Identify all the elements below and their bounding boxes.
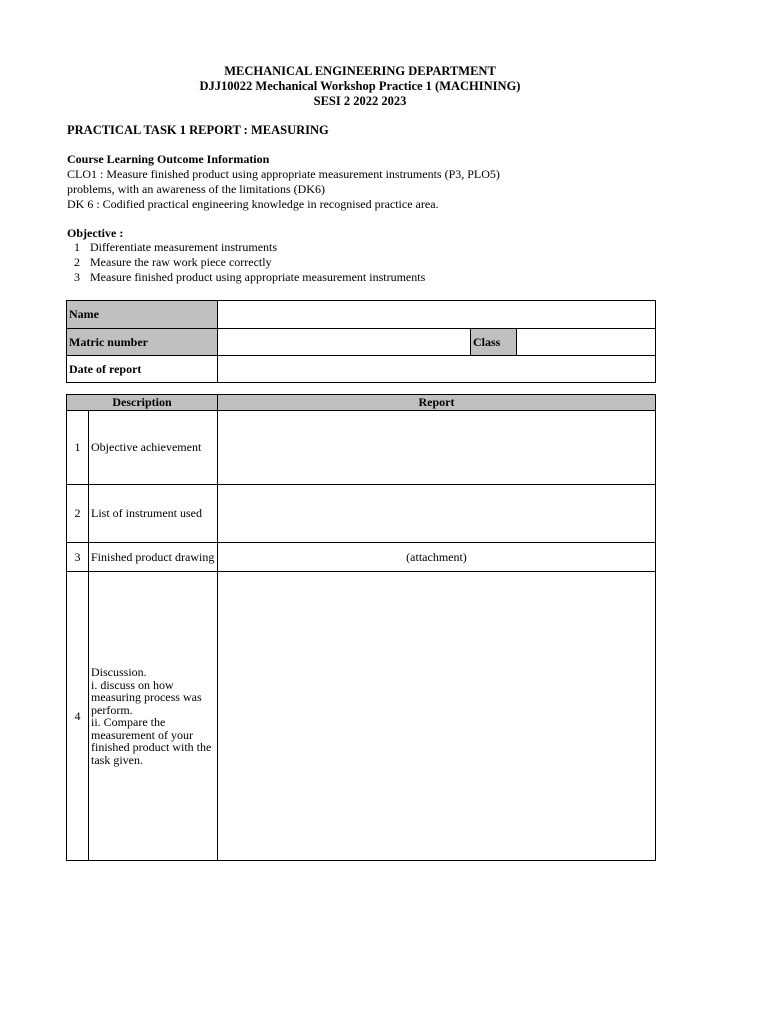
table-row	[67, 485, 656, 543]
objective-number: 3	[74, 270, 80, 284]
class-field[interactable]	[517, 329, 656, 356]
objective-item: Differentiate measurement instruments	[90, 240, 278, 254]
date-field[interactable]	[218, 356, 656, 383]
table-row	[67, 572, 656, 861]
discussion-line: Discussion.	[91, 665, 147, 679]
row-number: 3	[67, 543, 89, 572]
department-title: MECHANICAL ENGINEERING DEPARTMENT	[224, 64, 496, 78]
attachment-note[interactable]: (attachment)	[218, 543, 656, 572]
table-row	[67, 356, 656, 383]
report-cell[interactable]	[218, 485, 656, 543]
table-row	[67, 301, 656, 329]
description-header: Description	[67, 395, 218, 411]
discussion-description	[89, 572, 218, 861]
objective-number: 1	[74, 240, 80, 254]
row-number: 4	[67, 572, 89, 861]
session-title: SESI 2 2022 2023	[313, 94, 407, 108]
matric-field[interactable]	[218, 329, 471, 356]
discussion-line: ii. Compare the	[91, 715, 166, 729]
objective-item: Measure the raw work piece correctly	[90, 255, 272, 269]
table-row	[67, 411, 656, 485]
objective-number: 2	[74, 255, 80, 269]
discussion-line: measuring process was	[91, 690, 202, 704]
discussion-line: task given.	[91, 752, 143, 767]
date-label: Date of report	[67, 356, 218, 383]
clo-line-3: DK 6 : Codified practical engineering knowledge in recognised practice area.	[67, 197, 439, 211]
discussion-line: measurement of your	[91, 727, 193, 742]
report-cell[interactable]	[218, 572, 656, 861]
clo-line-1: CLO1 : Measure finished product using appropriate measurement instruments (P3, PLO5)	[67, 167, 500, 181]
table-header-row	[67, 395, 656, 411]
objective-heading: Objective :	[67, 226, 124, 240]
class-label: Class	[471, 329, 517, 356]
name-field[interactable]	[218, 301, 656, 329]
report-header: Report	[218, 395, 656, 411]
row-number: 2	[67, 485, 89, 543]
clo-line-2: problems, with an awareness of the limitations (DK6)	[67, 182, 325, 196]
discussion-line: i. discuss on how	[91, 677, 174, 692]
table-row	[67, 329, 656, 356]
task-title: PRACTICAL TASK 1 REPORT : MEASURING	[67, 123, 329, 137]
row-description: List of instrument used	[89, 485, 218, 543]
row-description: Finished product drawing	[89, 543, 218, 572]
matric-label: Matric number	[67, 329, 218, 356]
discussion-line: perform.	[91, 702, 133, 717]
discussion-line: finished product with the	[91, 740, 212, 754]
course-title: DJJ10022 Mechanical Workshop Practice 1 (MACHINING)	[199, 79, 521, 93]
report-table	[66, 394, 656, 861]
table-row	[67, 543, 656, 572]
clo-heading: Course Learning Outcome Information	[67, 152, 270, 166]
row-description: Objective achievement	[89, 411, 218, 485]
name-label: Name	[67, 301, 218, 329]
row-number: 1	[67, 411, 89, 485]
report-cell[interactable]	[218, 411, 656, 485]
objective-item: Measure finished product using appropriate measurement instruments	[90, 270, 426, 284]
student-info-table	[66, 300, 656, 383]
